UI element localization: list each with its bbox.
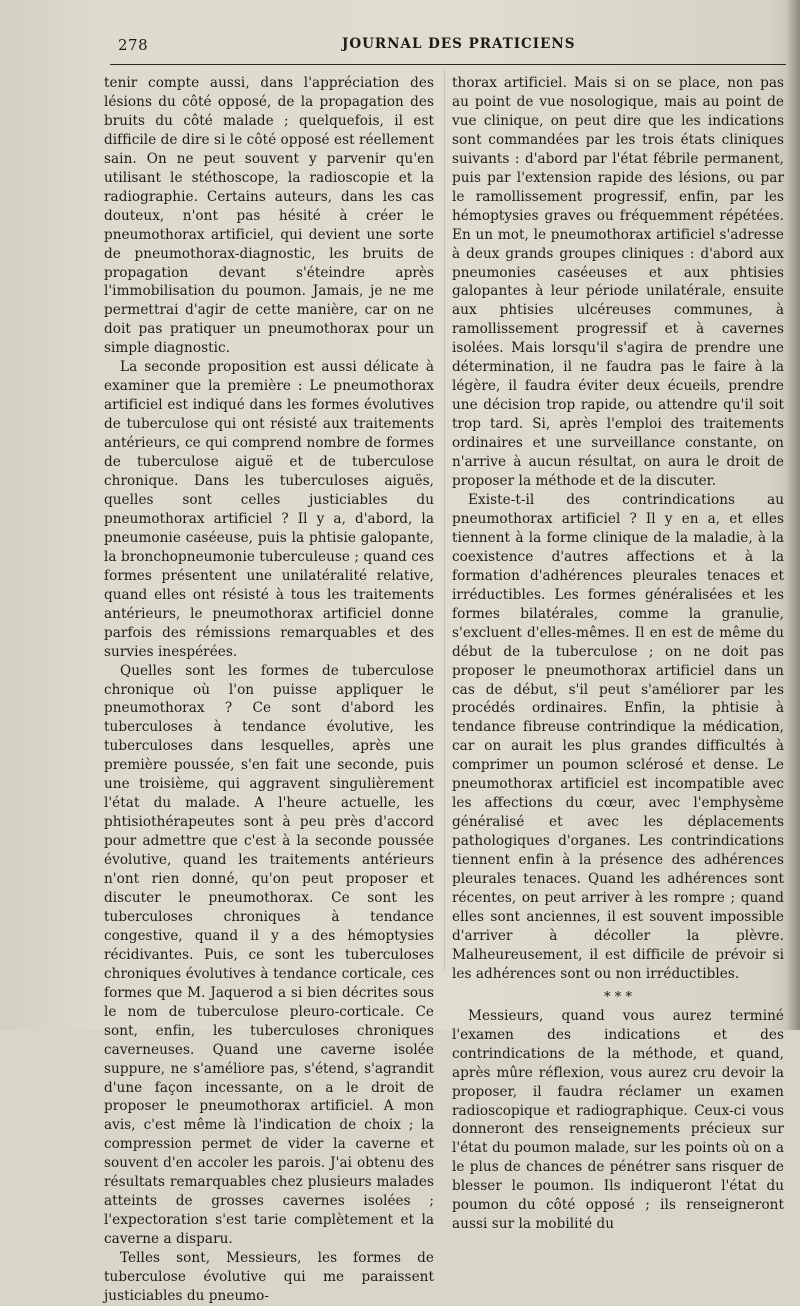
page-header (112, 32, 780, 56)
journal-title: JOURNAL DES PRATICIENS (342, 36, 576, 52)
paragraph: tenir compte aussi, dans l'appréciation des lésions du côté opposé, de la propagation des bruits du côté malade ; quelquefois, il est difficile de dire si le côté opposé est réellement sain. On ne peut souvent y parvenir qu'en utilisant le stéthoscope, la radioscopie et la radiographie. Certains auteurs, dans les cas douteux, n'ont pas hésité à créer le pneumothorax artificiel, qui devient une sorte de pneumothorax-diagnostic, les bruits de propagation devant s'éteindre après l'immobilisation du poumon. Jamais, je ne me permettrai d'agir de cette manière, car on ne doit pas pratiquer un pneumothorax pour un simple diagnostic. (104, 75, 434, 357)
column-divider (444, 70, 445, 970)
left-column (104, 74, 434, 1306)
page-number: 278 (118, 36, 149, 54)
paragraph: thorax artificiel. Mais si on se place, non pas au point de vue nosologique, mais au point de vue clinique, on peut dire que les indications sont commandées par les trois états cliniques suivants : d'abord par l'état fébrile permanent, puis par l'extension rapide des lésions, ou par le ramollissement progressif, enfin, par les hémoptysies graves ou fréquemment répétées. En un mot, le pneumothorax artificiel s'adresse à deux grands groupes cliniques : d'abord aux pneumonies caséeuses et aux phtisies galopantes à leur période unilatérale, ensuite aux phtisies ulcéreuses communes, à ramollissement progressif et à cavernes isolées. Mais lorsqu'il s'agira de prendre une détermination, il ne faudra pas le faire à la légère, il faudra éviter deux écueils, prendre une décision trop rapide, ou attendre qu'il soit trop tard. Si, après l'emploi des traitements ordinaires et une surveillance constante, on n'arrive à aucun résultat, on aura le droit de proposer la méthode et de la discuter. (452, 75, 784, 490)
paragraph: Telles sont, Messieurs, les formes de tuberculose évolutive qui me paraissent justiciables du pneumo- (104, 1250, 434, 1304)
page-edge-shadow (786, 0, 800, 1030)
section-separator: * * * (603, 989, 632, 1005)
paragraph: Existe-t-il des contrindications au pneumothorax artificiel ? Il y en a, et elles tiennent à la forme clinique de la maladie, à la coexistence d'autres affections et à la formation d'adhérences pleurales tenaces et irréductibles. Les formes généralisées et les formes bilatérales, comme la granulie, s'excluent d'elles-mêmes. Il en est de même du début de la tuberculose ; on ne doit pas proposer le pneumothorax artificiel dans un cas de début, s'il peut s'améliorer par les procédés ordinaires. Enfin, la phtisie à tendance fibreuse contrindique la médication, car on aurait les plus grandes difficultés à comprimer un poumon sclérosé et dense. Le pneumothorax artificiel est incompatible avec les affections du cœur, avec l'emphysème généralisé et avec les déplacements pathologiques d'organes. Les contrindications tiennent enfin à la présence des adhérences pleurales tenaces. Quand les adhérences sont récentes, on peut arriver à les rompre ; quand elles sont anciennes, il est souvent impossible d'arriver à décoller la plèvre. Malheureusement, il est difficile de prévoir si les adhérences sont ou non irréductibles. (452, 491, 784, 982)
header-rule (110, 64, 786, 65)
paragraph: Messieurs, quand vous aurez terminé l'examen des indications et des contrindications de la méthode, et quand, après mûre réflexion, vous aurez cru devoir la proposer, il faudra réclamer un examen radioscopique et radiographique. Ceux-ci vous donneront des renseignements précieux sur l'état du poumon malade, sur les points où on a le plus de chances de pénétrer sans risquer de blesser le poumon. Ils indiqueront l'état du poumon du côté opposé ; ils renseigneront aussi sur la mobilité du (452, 1007, 784, 1233)
paragraph: La seconde proposition est aussi délicate à examiner que la première : Le pneumothorax artificiel est indiqué dans les formes évolutives de tuberculose qui ont résisté aux traitements antérieurs, ce qui comprend nombre de formes de tuberculose aiguë et de tuberculose chronique. Dans les tuberculoses aiguës, quelles sont celles justiciables du pneumothorax artificiel ? Il y a, d'abord, la pneumonie caséeuse, puis la phtisie galopante, la bronchopneumonie tuberculeuse ; quand ces formes présentent une unilatéralité relative, quand elles ont résisté à tous les traitements antérieurs, le pneumothorax artificiel donne parfois des rémissions remarquables et des survies inespérées. (104, 359, 434, 660)
paragraph: Quelles sont les formes de tuberculose chronique où l'on puisse appliquer le pneumothorax ? Ce sont d'abord les tuberculoses à tendance évolutive, les tuberculoses dans lesquelles, après une première poussée, s'en fait une seconde, puis une troisième, qui aggravent singulièrement l'état du malade. A l'heure actuelle, les phtisiothérapeutes sont à peu près d'accord pour admettre que c'est à la seconde poussée évolutive, quand les traitements antérieurs n'ont rien donné, qu'on peut proposer et discuter le pneumothorax. Ce sont les tuberculoses chroniques à tendance congestive, quand il y a des hémoptysies récidivantes. Puis, ce sont les tuberculoses chroniques évolutives à tendance corticale, ces formes que M. Jaquerod a si bien décrites sous le nom de tuberculose pleuro-corticale. Ce sont, enfin, les tuberculoses chroniques caverneuses. Quand une caverne isolée suppure, ne s'améliore pas, s'étend, s'agrandit d'une façon incessante, on a le droit de proposer le pneumothorax artificiel. A mon avis, c'est même là l'indication de choix ; la compression permet de vider la caverne et souvent d'en accoler les parois. J'ai obtenu des résultats remarquables chez plusieurs malades atteints de grosses cavernes isolées ; l'expectoration s'est tarie complètement et la caverne a disparu. (104, 662, 434, 1248)
right-column (452, 74, 784, 1234)
